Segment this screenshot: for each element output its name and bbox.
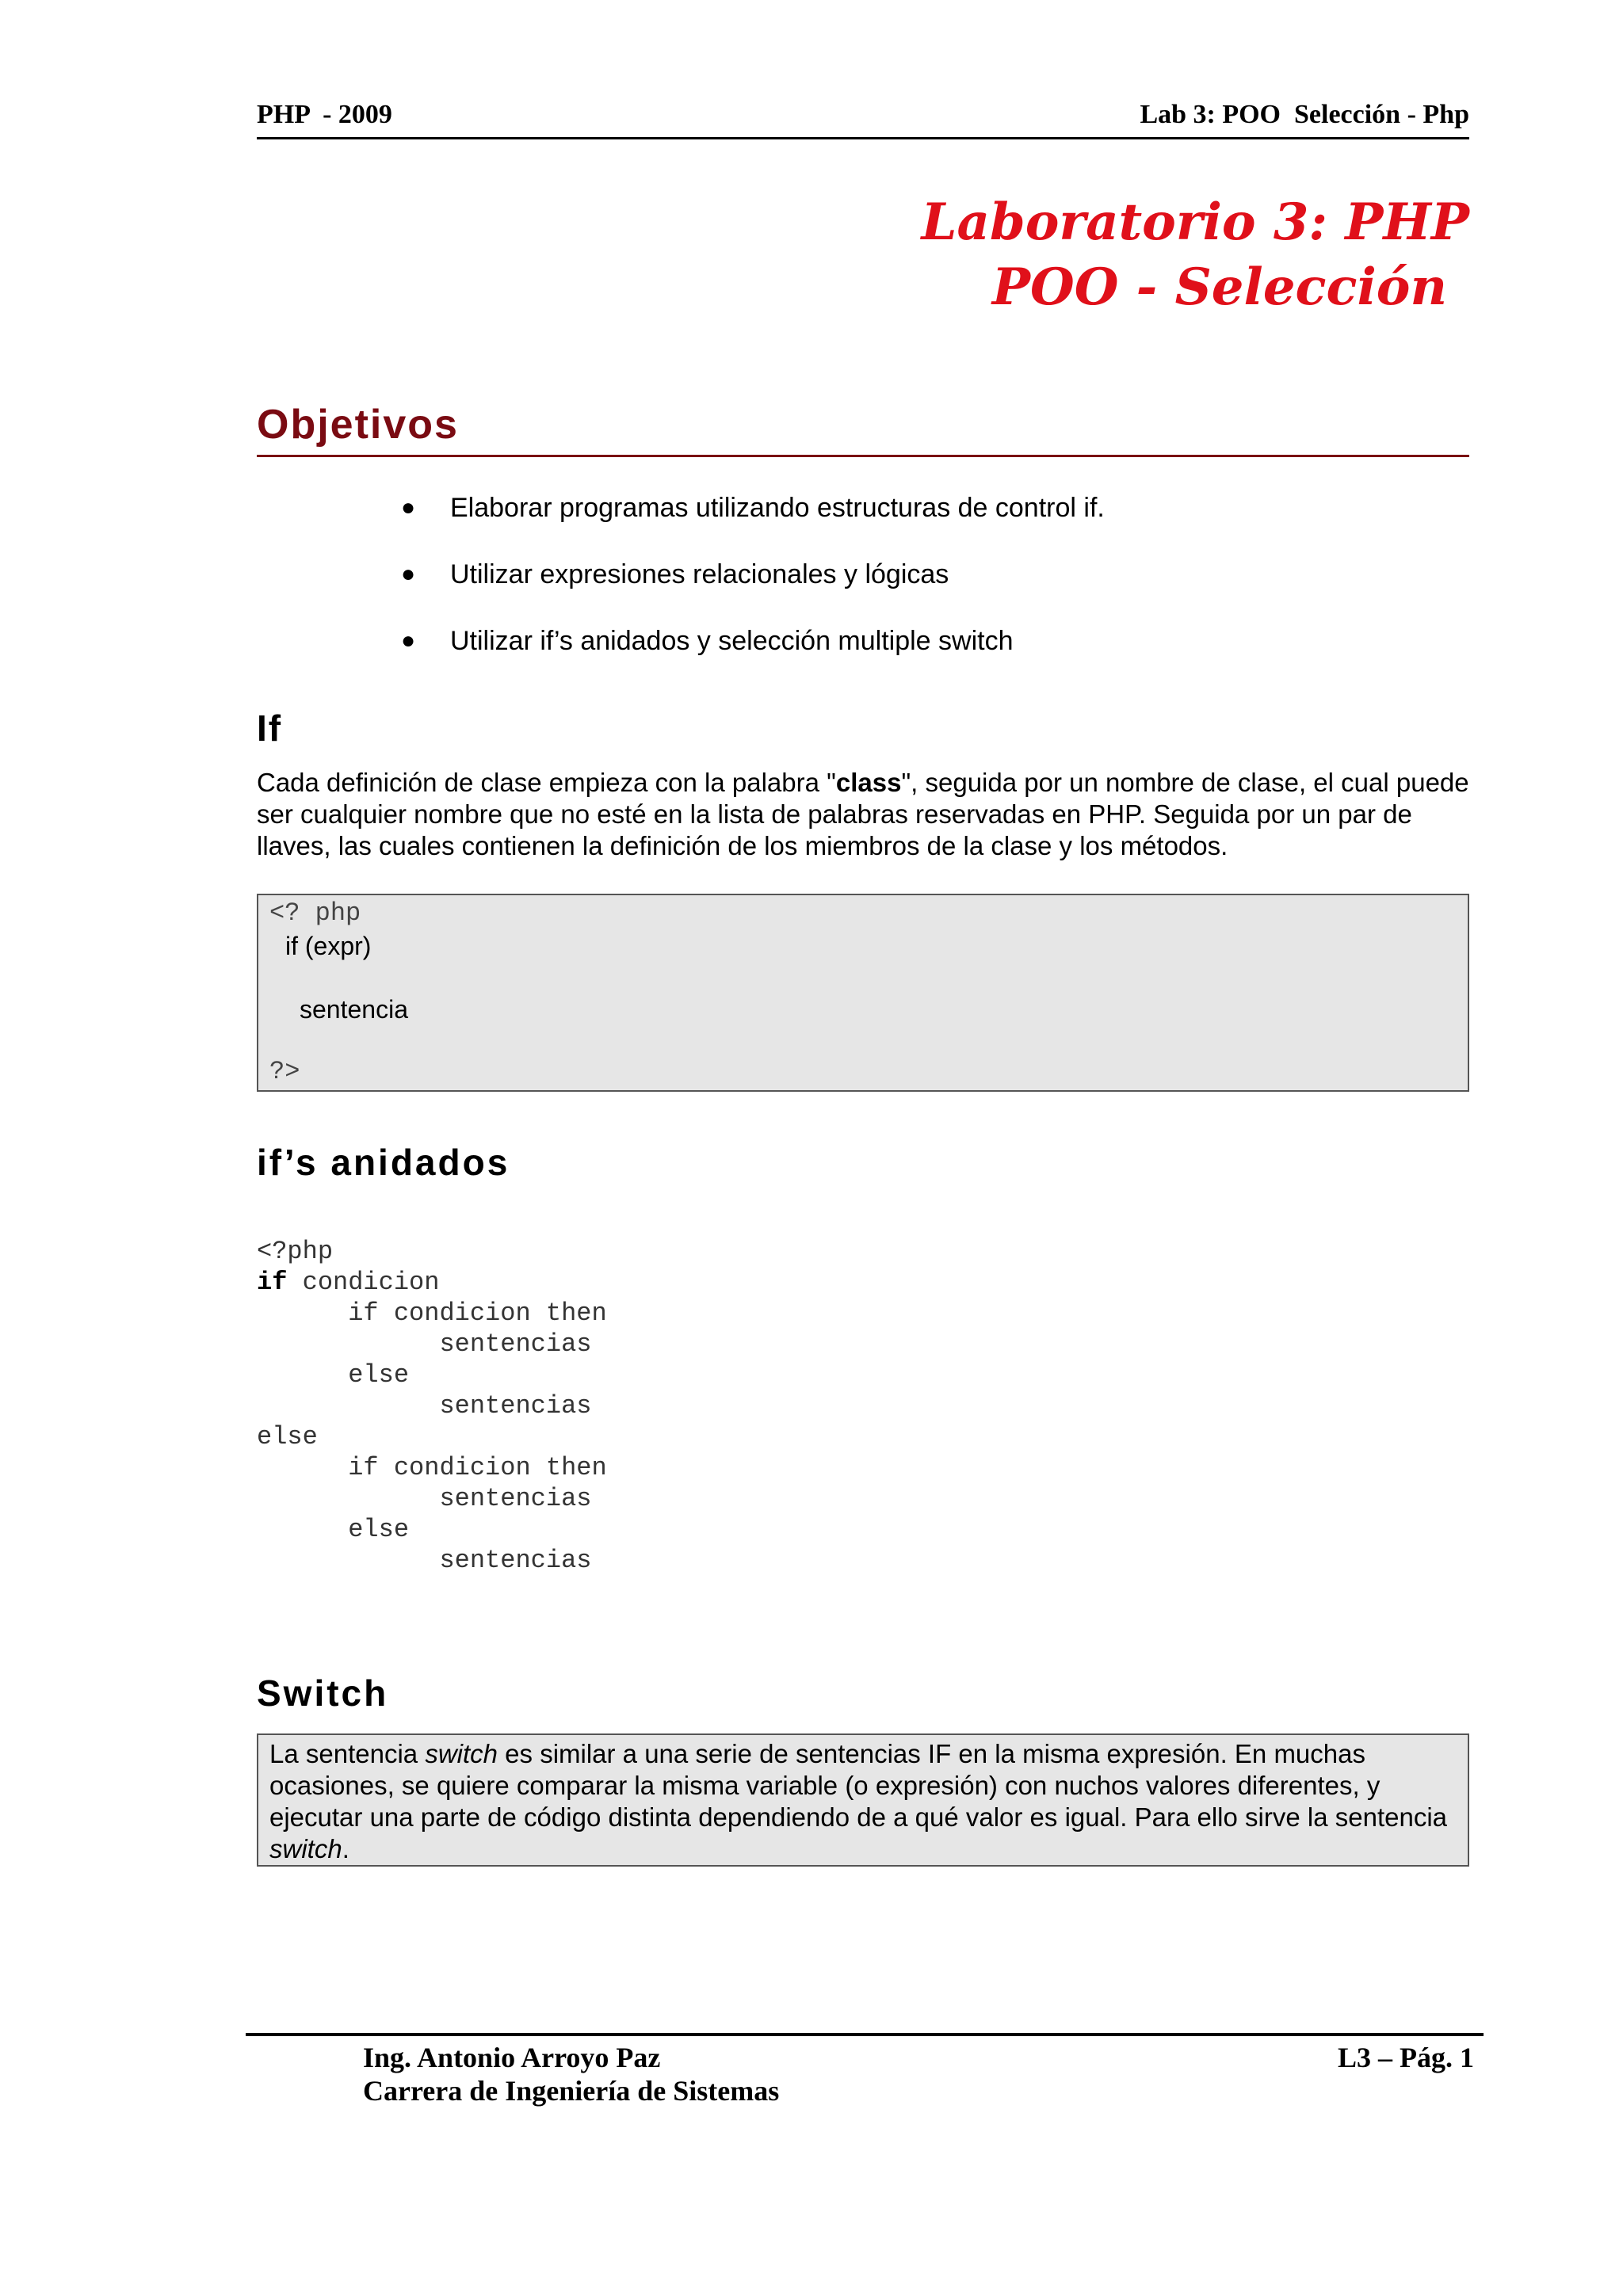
code-line: if condicion then <box>257 1453 607 1482</box>
switch-text: La sentencia <box>269 1739 426 1768</box>
objetivos-divider <box>257 455 1469 457</box>
code-line-sentencia: sentencia <box>300 995 408 1024</box>
page-title <box>922 190 1470 320</box>
code-line: sentencias <box>257 1546 592 1575</box>
switch-keyword: switch <box>425 1739 498 1768</box>
code-close-tag: ?> <box>269 1057 300 1086</box>
footer-career: Carrera de Ingeniería de Sistemas <box>363 2075 780 2107</box>
title-line-1: Laboratorio 3: PHP <box>921 193 1469 252</box>
footer-author: Ing. Antonio Arroyo Paz <box>363 2042 661 2073</box>
nested-if-heading: if’s anidados <box>257 1142 510 1183</box>
code-line: sentencias <box>257 1484 592 1513</box>
if-paragraph-text: Cada definición de clase empieza con la palabra " <box>257 768 836 797</box>
objective-text: Elaborar programas utilizando estructuras de control if. <box>450 493 1105 523</box>
code-line: if condicion then <box>257 1299 607 1328</box>
code-line <box>257 1267 607 1298</box>
bullet-icon: ● <box>401 561 416 587</box>
code-line: else <box>257 1422 318 1451</box>
switch-text-2: es similar a una serie de sentencias IF en la misma expresión. En muchas ocasiones, se quiere comparar la misma variable (o expresión) con nuchos valores diferentes, y ejecutar una parte de código distinta dependiendo de a qué valor es igual. Para ello sirve la sentencia <box>269 1739 1447 1832</box>
objective-text: Utilizar if’s anidados y selección multiple switch <box>450 626 1014 656</box>
header-left: PHP - 2009 <box>257 100 392 129</box>
objective-text: Utilizar expresiones relacionales y lógicas <box>450 559 949 589</box>
code-text: condicion <box>287 1268 440 1297</box>
switch-keyword-2: switch <box>269 1834 342 1863</box>
code-open-tag: <? php <box>269 898 361 928</box>
header-right: Lab 3: POO Selección - Php <box>1140 100 1469 129</box>
list-item <box>401 493 1105 524</box>
keyword-class: class <box>835 768 902 797</box>
objetivos-heading: Objetivos <box>257 402 459 448</box>
if-code-box <box>257 894 1469 1092</box>
nested-if-code <box>257 1236 607 1576</box>
footer-page-number: L3 – Pág. 1 <box>1337 2042 1474 2073</box>
code-line: <?php <box>257 1237 334 1266</box>
if-paragraph <box>257 767 1477 862</box>
code-line: else <box>257 1360 410 1390</box>
switch-description <box>269 1738 1457 1865</box>
title-line-2: POO - Selección <box>991 257 1447 317</box>
list-item <box>401 626 1014 657</box>
switch-box <box>257 1733 1469 1867</box>
code-line: else <box>257 1515 410 1544</box>
switch-text-3: . <box>342 1834 349 1863</box>
code-line: sentencias <box>257 1391 592 1421</box>
code-line-if: if (expr) <box>285 932 372 960</box>
if-heading: If <box>257 707 283 749</box>
bullet-icon: ● <box>401 494 416 521</box>
code-line: sentencias <box>257 1329 592 1359</box>
footer-divider <box>246 2033 1484 2036</box>
header-divider <box>257 137 1469 139</box>
if-paragraph-text-2: ", seguida por un nombre de clase, el cual puede ser cualquier nombre que no esté en la lista de palabras reservadas en PHP. Seguida por un par de llaves, las cuales contienen la definición de los miembros de la clase y los métodos. <box>257 768 1469 860</box>
code-keyword-if: if <box>257 1268 288 1297</box>
list-item <box>401 559 949 590</box>
bullet-icon: ● <box>401 627 416 654</box>
switch-heading: Switch <box>257 1672 389 1714</box>
